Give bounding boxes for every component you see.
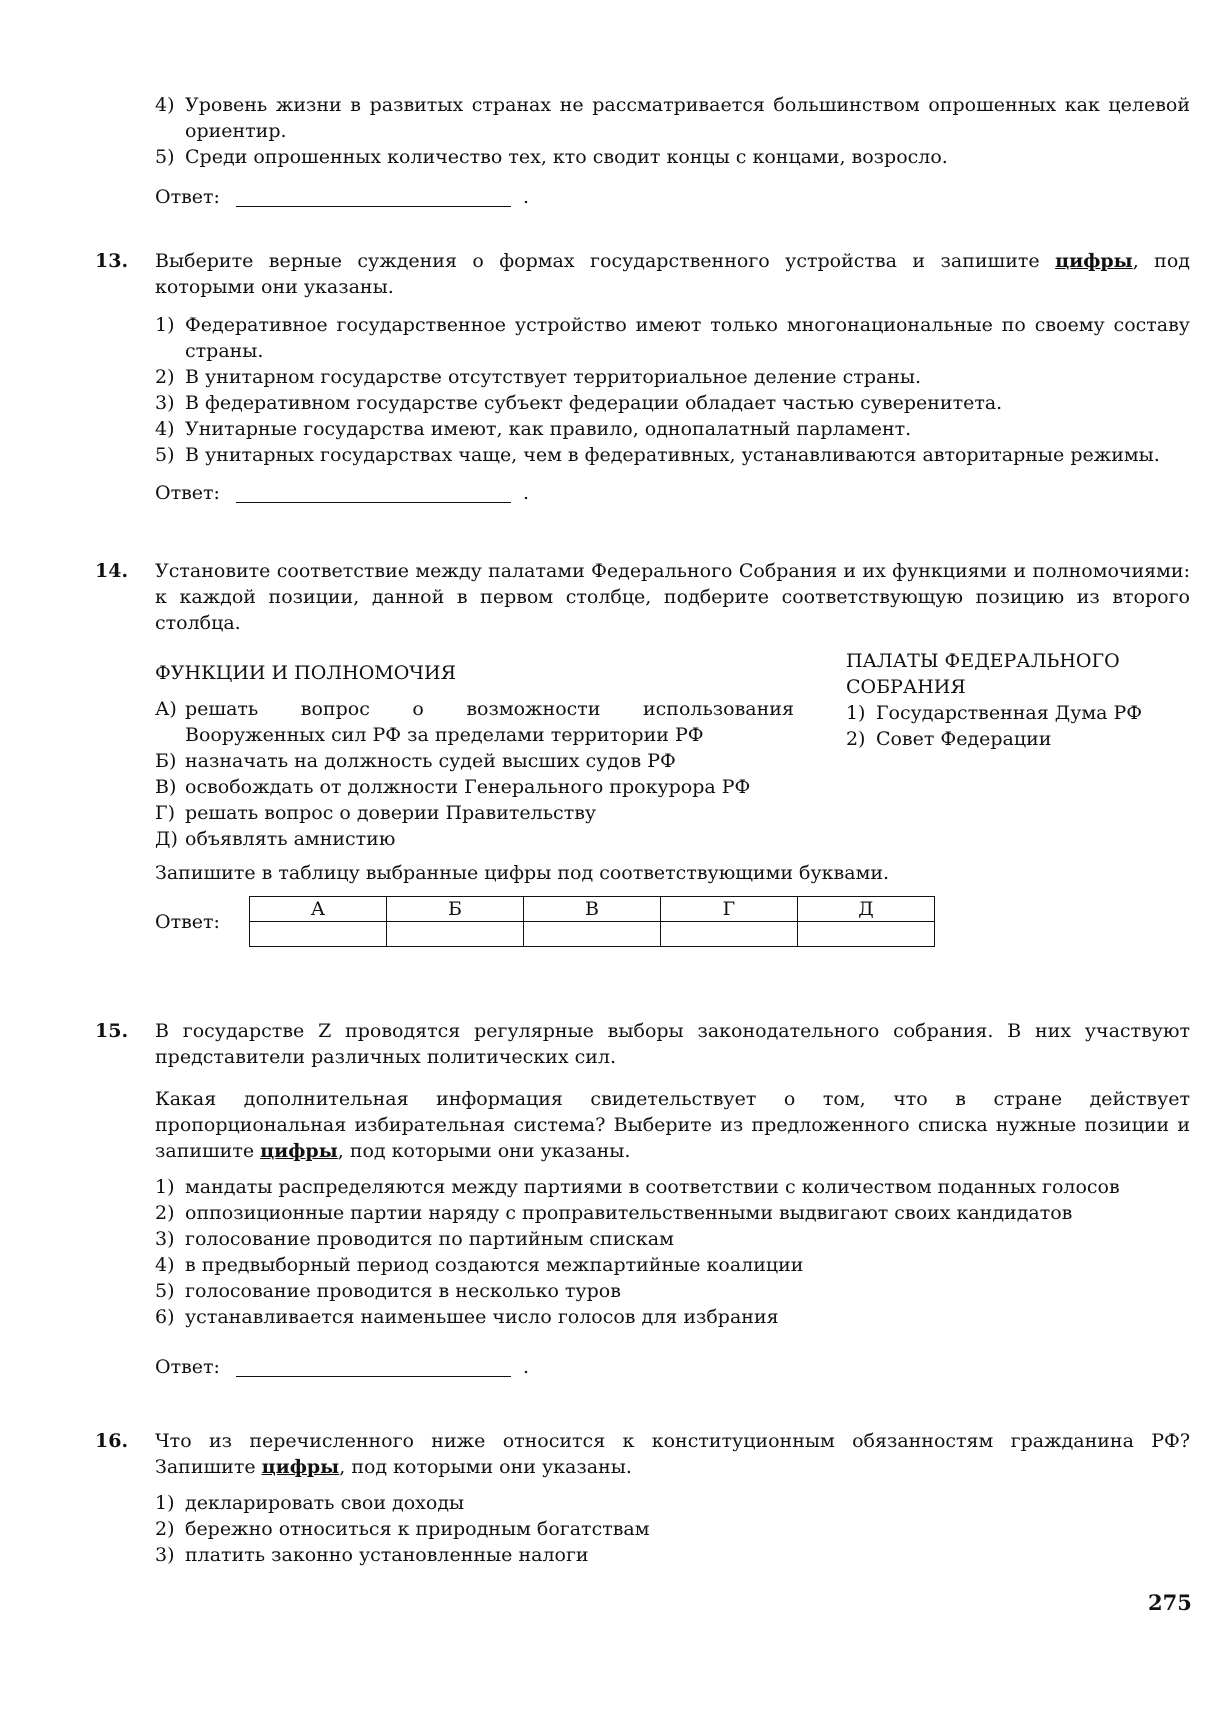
functions-header: ФУНКЦИИ И ПОЛНОМОЧИЯ [155,662,456,684]
question-prompt: Установите соответствие между палатами Федерального Собрания и их функциями и полномочиями: к каждой позиции, данной в первом столбце, подберите соответствующую позицию из второго столбца. [155,560,1190,634]
q15-item-2: 2) оппозиционные партии наряду с проправительственными выдвигают своих кандидатов [155,1202,1073,1224]
function-item-d: Д) объявлять амнистию [155,828,396,850]
page-number: 275 [1148,1590,1192,1615]
answer-header-cell: А [249,897,386,922]
q16-item-3: 3) платить законно установленные налоги [155,1544,589,1566]
answer-label: Ответ: [155,186,220,208]
question-number: 14. [95,560,129,582]
question-number: 15. [95,1020,129,1042]
q13-answer: Ответ: . [155,482,529,504]
answer-table-header-row [249,897,934,922]
q13-item-1: 1) Федеративное государственное устройство имеют только многонациональные по своему составу страны. [155,314,1190,362]
q15-item-3: 3) голосование проводится по партийным спискам [155,1228,674,1250]
chambers-column [846,648,1190,852]
answer-input-cell[interactable] [249,922,386,947]
answer-header-cell: В [523,897,660,922]
chamber-item-1: 1) Государственная Дума РФ [845,702,1143,724]
answer-line[interactable] [236,188,511,207]
question-subprompt: Какая дополнительная информация свидетельствует о том, что в стране действует пропорциональная избирательная система? Выберите из предложенного списка нужные позиции и запишите цифры, под которыми они указаны. [155,1088,1190,1162]
answer-input-cell[interactable] [386,922,523,947]
functions-column [155,648,794,852]
q16-item-1: 1) декларировать свои доходы [155,1492,465,1514]
q15-item-1: 1) мандаты распределяются между партиями в соответствии с количеством поданных голосов [155,1176,1120,1198]
answer-line[interactable] [236,484,511,503]
function-item-a: А) решать вопрос о возможности использования Вооруженных сил РФ за пределами территории РФ [155,698,794,746]
q12-item-4: 4) Уровень жизни в развитых странах не рассматривается большинством опрошенных как целевой ориентир. [155,94,1190,142]
answer-input-cell[interactable] [660,922,797,947]
question-prompt: Что из перечисленного ниже относится к конституционным обязанностям гражданина РФ? Запишите цифры, под которыми они указаны. [155,1430,1190,1478]
q13-item-3: 3) В федеративном государстве субъект федерации обладает частью суверенитета. [155,392,1003,414]
q15-item-5: 5) голосование проводится в несколько туров [155,1280,621,1302]
answer-label: Ответ: [155,1356,220,1378]
q13-item-4: 4) Унитарные государства имеют, как правило, однопалатный парламент. [155,418,912,440]
question-12-tail [95,92,1190,212]
chamber-item-2: 2) Совет Федерации [845,728,1052,750]
function-item-b: Б) назначать на должность судей высших судов РФ [155,750,676,772]
answer-header-cell: Д [797,897,934,922]
question-13 [95,248,1190,508]
function-item-g: Г) решать вопрос о доверии Правительству [155,802,597,824]
answer-header-cell: Г [660,897,797,922]
question-14 [95,558,1190,947]
answer-input-cell[interactable] [797,922,934,947]
answer-label: Ответ: [155,910,220,933]
answer-table [249,896,935,947]
question-prompt: Выберите верные суждения о формах государственного устройства и запишите цифры, под которыми они указаны. [155,250,1190,298]
q13-item-5: 5) В унитарных государствах чаще, чем в федеративных, устанавливаются авторитарные режимы. [155,444,1160,466]
answer-label: Ответ: [155,482,220,504]
q12-answer: Ответ: . [155,186,529,208]
answer-line[interactable] [236,1358,511,1377]
answer-input-cell[interactable] [523,922,660,947]
q15-item-4: 4) в предвыборный период создаются межпартийные коалиции [155,1254,804,1276]
q16-item-2: 2) бережно относиться к природным богатствам [155,1518,650,1540]
q15-answer: Ответ: . [155,1356,529,1378]
chambers-header: ПАЛАТЫ ФЕДЕРАЛЬНОГО СОБРАНИЯ [845,650,1120,698]
table-instruction: Запишите в таблицу выбранные цифры под соответствующими буквами. [155,862,890,884]
q13-item-2: 2) В унитарном государстве отсутствует территориальное деление страны. [155,366,922,388]
q15-item-6: 6) устанавливается наименьшее число голосов для избрания [155,1306,779,1328]
q12-item-5: 5) Среди опрошенных количество тех, кто сводит концы с концами, возросло. [155,146,948,168]
question-16 [95,1428,1190,1568]
question-number: 13. [95,250,129,272]
question-number: 16. [95,1430,129,1452]
q14-answer [155,896,1190,947]
question-15 [95,1018,1190,1382]
function-item-v: В) освобождать от должности Генерального прокурора РФ [155,776,751,798]
answer-table-input-row [249,922,934,947]
matching-columns [155,648,1190,852]
question-prompt: В государстве Z проводятся регулярные выборы законодательного собрания. В них участвуют представители различных политических сил. [155,1020,1190,1068]
answer-header-cell: Б [386,897,523,922]
